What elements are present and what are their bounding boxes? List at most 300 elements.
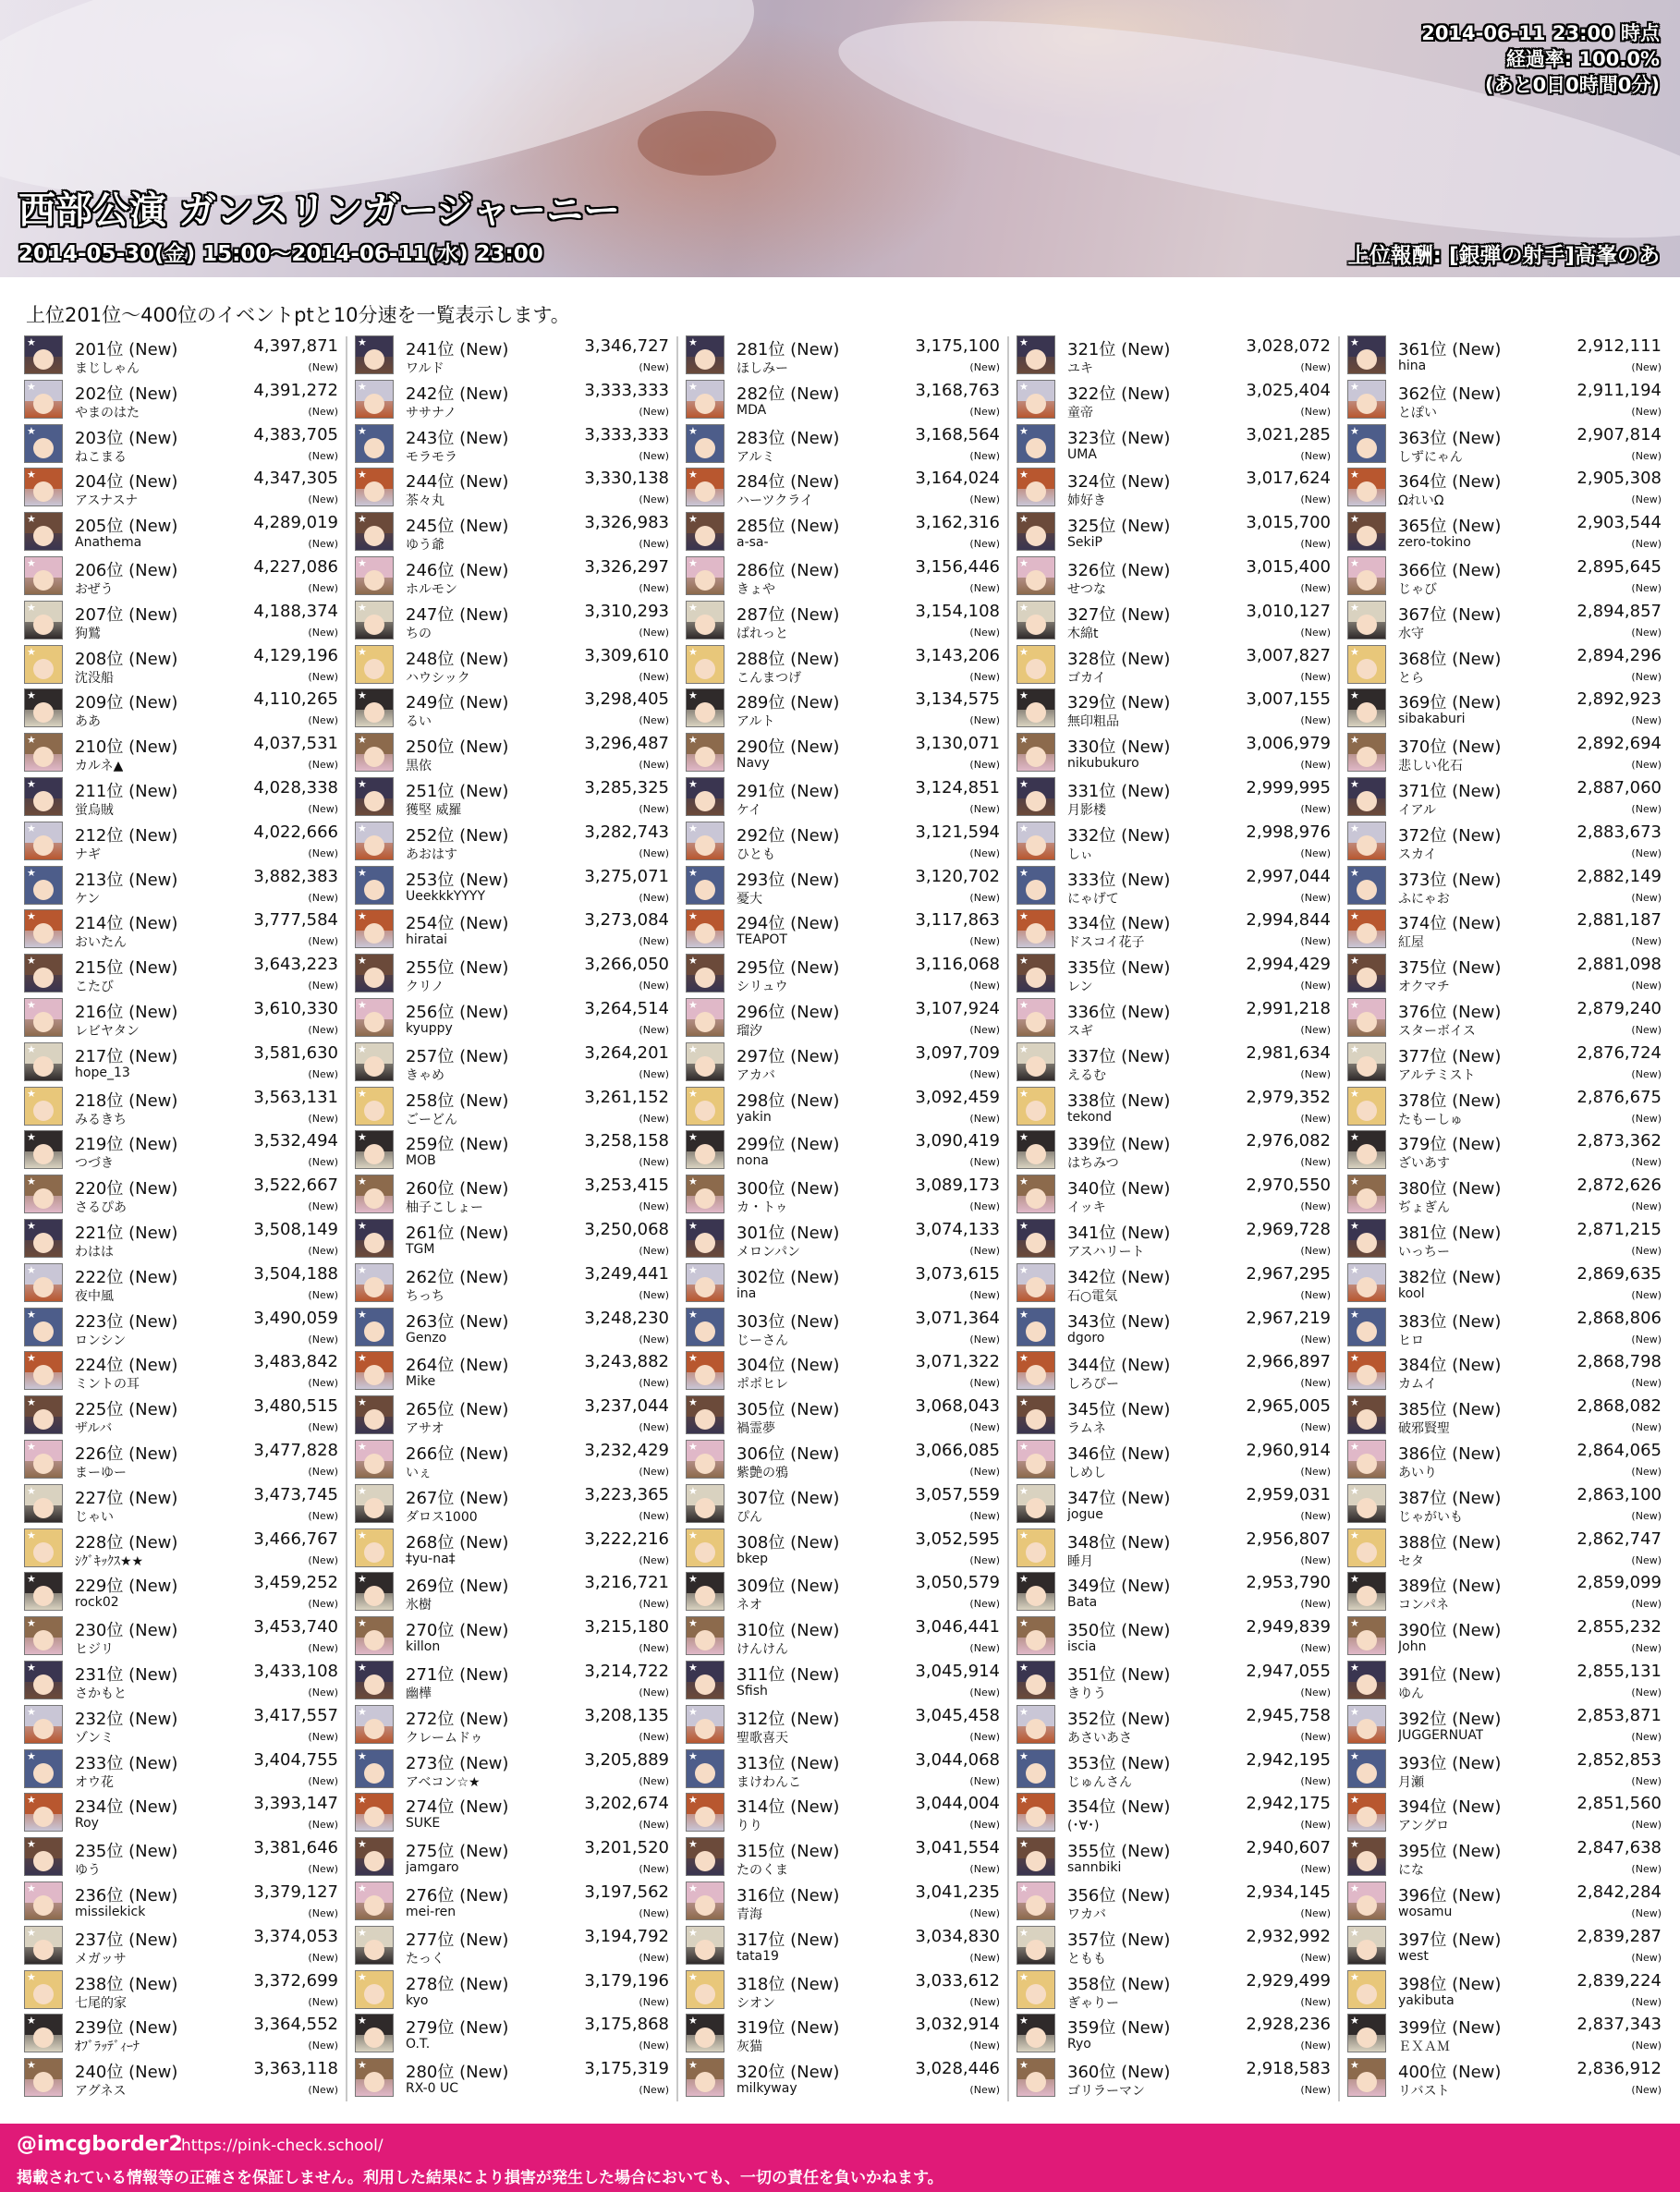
idol-avatar-icon: [355, 1881, 394, 1920]
rarity-star-icon: ★: [358, 689, 367, 702]
event-points: 2,945,758: [1246, 1705, 1331, 1725]
avatar-face: [364, 968, 384, 988]
ten-minute-speed: (New): [1300, 846, 1331, 859]
avatar-face: [364, 1895, 384, 1916]
header-banner: [0, 0, 1680, 277]
ranking-entry: [1347, 377, 1662, 421]
rank-label: 207位 (New): [75, 604, 178, 625]
rarity-star-icon: ★: [1350, 1528, 1359, 1541]
rarity-star-icon: ★: [1019, 1970, 1029, 1983]
rarity-star-icon: ★: [27, 1749, 36, 1762]
ranking-entry: [686, 642, 1000, 687]
ranking-entry: [24, 598, 338, 642]
event-points: 3,243,882: [584, 1352, 669, 1372]
ranking-entry: [355, 1084, 669, 1128]
event-points: 2,839,224: [1577, 1970, 1662, 1991]
rarity-star-icon: ★: [358, 1794, 367, 1807]
event-points: 3,021,285: [1246, 424, 1331, 444]
idol-avatar-icon: [1347, 424, 1386, 463]
producer-name: ヒロ: [1398, 1333, 1424, 1348]
ten-minute-speed: (New): [1631, 626, 1662, 639]
producer-name: ｵﾌﾞﾗｯﾃﾞｨｰﾅ: [75, 2040, 140, 2055]
ten-minute-speed: (New): [308, 1951, 338, 1964]
rarity-star-icon: ★: [27, 1087, 36, 1100]
ten-minute-speed: (New): [308, 1466, 338, 1478]
ten-minute-speed: (New): [969, 1819, 1000, 1832]
producer-name: sibakaburi: [1398, 712, 1466, 727]
avatar-face: [1357, 1144, 1377, 1164]
idol-avatar-icon: [1017, 335, 1055, 374]
ranking-entry: [1347, 1923, 1662, 1967]
event-points: 3,197,562: [584, 1882, 669, 1902]
producer-name: 獲堅 威羅: [406, 803, 462, 818]
ranking-entry: [24, 1127, 338, 1172]
rank-label: 275位 (New): [406, 1842, 509, 1862]
event-points: 2,871,215: [1577, 1220, 1662, 1239]
event-points: 3,041,235: [915, 1882, 1000, 1902]
idol-avatar-icon: [686, 1395, 724, 1434]
ten-minute-speed: (New): [639, 1024, 669, 1036]
idol-avatar-icon: [1347, 468, 1386, 506]
avatar-face: [1026, 1984, 1046, 2004]
ten-minute-speed: (New): [1631, 980, 1662, 992]
rank-label: 224位 (New): [75, 1356, 178, 1376]
event-points: 3,610,330: [253, 999, 338, 1018]
rank-label: 277位 (New): [406, 1930, 509, 1950]
producer-name: ササナノ: [406, 405, 457, 420]
event-points: 2,883,673: [1577, 822, 1662, 842]
idol-avatar-icon: [24, 424, 63, 463]
idol-avatar-icon: [1347, 1528, 1386, 1567]
event-points: 3,882,383: [253, 866, 338, 886]
ten-minute-speed: (New): [639, 759, 669, 772]
rank-label: 368位 (New): [1398, 649, 1502, 669]
avatar-face: [1357, 438, 1377, 458]
avatar-face: [695, 791, 715, 811]
avatar-face: [33, 791, 54, 811]
ranking-entry: [686, 377, 1000, 421]
rarity-star-icon: ★: [27, 2015, 36, 2028]
event-points: 3,326,983: [584, 513, 669, 533]
ranking-entry: [1017, 1260, 1331, 1305]
event-points: 4,028,338: [253, 778, 338, 798]
event-points: 4,347,305: [253, 469, 338, 489]
event-points: 2,929,499: [1246, 1970, 1331, 1991]
idol-avatar-icon: [686, 1042, 724, 1081]
ten-minute-speed: (New): [639, 980, 669, 992]
idol-avatar-icon: [1017, 1661, 1055, 1699]
avatar-face: [33, 1674, 54, 1695]
rank-label: 378位 (New): [1398, 1090, 1502, 1111]
event-points: 2,911,194: [1577, 380, 1662, 400]
rarity-star-icon: ★: [1350, 910, 1359, 923]
idol-avatar-icon: [686, 1616, 724, 1655]
ten-minute-speed: (New): [969, 1730, 1000, 1743]
ten-minute-speed: (New): [308, 1200, 338, 1213]
avatar-face: [695, 2028, 715, 2048]
event-points: 4,022,666: [253, 822, 338, 842]
idol-avatar-icon: [1347, 822, 1386, 860]
rank-label: 249位 (New): [406, 693, 509, 713]
avatar-face: [1026, 1895, 1046, 1916]
ten-minute-speed: (New): [308, 1067, 338, 1080]
idol-avatar-icon: [355, 468, 394, 506]
ranking-entry: [1017, 774, 1331, 819]
avatar-face: [695, 615, 715, 635]
idol-avatar-icon: [24, 1263, 63, 1302]
producer-name: たのくま: [737, 1863, 788, 1879]
idol-avatar-icon: [1017, 1528, 1055, 1567]
rank-label: 362位 (New): [1398, 384, 1502, 404]
avatar-face: [1357, 1233, 1377, 1253]
event-points: 2,876,675: [1577, 1087, 1662, 1107]
idol-avatar-icon: [1347, 733, 1386, 772]
ranking-entry: [1017, 1084, 1331, 1128]
producer-name: ラムネ: [1067, 1421, 1106, 1437]
producer-name: a-sa-: [737, 535, 769, 551]
avatar-face: [364, 702, 384, 723]
ten-minute-speed: (New): [1631, 1642, 1662, 1655]
producer-name: アグネス: [75, 2084, 127, 2100]
idol-avatar-icon: [1017, 512, 1055, 551]
rank-label: 301位 (New): [737, 1224, 840, 1243]
avatar-face: [695, 1454, 715, 1474]
idol-avatar-icon: [24, 1395, 63, 1434]
idol-avatar-icon: [1347, 601, 1386, 639]
rarity-star-icon: ★: [27, 1705, 36, 1718]
event-points: 3,563,131: [253, 1087, 338, 1107]
rank-label: 208位 (New): [75, 649, 178, 669]
ten-minute-speed: (New): [1631, 1774, 1662, 1787]
avatar-face: [1026, 1144, 1046, 1164]
rarity-star-icon: ★: [1350, 2015, 1359, 2028]
idol-avatar-icon: [686, 645, 724, 684]
avatar-face: [33, 1144, 54, 1164]
event-points: 2,894,296: [1577, 645, 1662, 665]
ten-minute-speed: (New): [969, 1598, 1000, 1611]
idol-avatar-icon: [1017, 380, 1055, 419]
producer-name: せつな: [1067, 582, 1106, 597]
avatar-face: [33, 1940, 54, 1960]
rank-label: 389位 (New): [1398, 1577, 1502, 1597]
ten-minute-speed: (New): [639, 891, 669, 904]
ten-minute-speed: (New): [969, 2040, 1000, 2052]
event-points: 3,258,158: [584, 1131, 669, 1151]
rank-label: 213位 (New): [75, 870, 178, 890]
event-points: 3,364,552: [253, 2015, 338, 2035]
ranking-entry: [1347, 598, 1662, 642]
event-points: 2,953,790: [1246, 1573, 1331, 1593]
idol-avatar-icon: [24, 601, 63, 639]
avatar-face: [1026, 394, 1046, 414]
idol-avatar-icon: [355, 1308, 394, 1346]
ten-minute-speed: (New): [1300, 405, 1331, 418]
avatar-face: [33, 1188, 54, 1209]
ten-minute-speed: (New): [1300, 582, 1331, 594]
idol-avatar-icon: [686, 1263, 724, 1302]
ranking-entry: [1347, 1172, 1662, 1216]
rarity-star-icon: ★: [27, 1263, 36, 1276]
producer-name: 月影楼: [1067, 803, 1106, 818]
ranking-entry: [686, 421, 1000, 466]
ten-minute-speed: (New): [1631, 1377, 1662, 1390]
rarity-star-icon: ★: [1019, 1749, 1029, 1762]
idol-avatar-icon: [1347, 335, 1386, 374]
rarity-star-icon: ★: [1019, 1131, 1029, 1144]
rarity-star-icon: ★: [358, 999, 367, 1011]
ten-minute-speed: (New): [639, 1642, 669, 1655]
producer-name: オウ花: [75, 1774, 114, 1790]
event-points: 3,068,043: [915, 1396, 1000, 1417]
producer-name: きょや: [737, 582, 775, 597]
event-points: 3,034,830: [915, 1926, 1000, 1946]
producer-name: ナギ: [75, 846, 101, 862]
producer-name: ゴカイ: [1067, 670, 1106, 686]
ten-minute-speed: (New): [1300, 2040, 1331, 2052]
rarity-star-icon: ★: [1350, 866, 1359, 879]
ten-minute-speed: (New): [308, 714, 338, 727]
avatar-face: [1357, 1498, 1377, 1518]
event-points: 2,981,634: [1246, 1042, 1331, 1063]
ranking-entry: [1347, 509, 1662, 554]
rarity-star-icon: ★: [27, 1396, 36, 1409]
ranking-entry: [686, 1260, 1000, 1305]
producer-name: 沈没船: [75, 670, 114, 686]
avatar-face: [1357, 1188, 1377, 1209]
ten-minute-speed: (New): [308, 405, 338, 418]
ten-minute-speed: (New): [969, 759, 1000, 772]
event-points: 3,393,147: [253, 1794, 338, 1814]
rank-label: 250位 (New): [406, 737, 509, 758]
ten-minute-speed: (New): [1631, 1598, 1662, 1611]
ranking-entry: [1017, 1216, 1331, 1260]
rarity-star-icon: ★: [358, 557, 367, 569]
avatar-face: [1357, 747, 1377, 767]
rarity-star-icon: ★: [358, 601, 367, 614]
ten-minute-speed: (New): [1300, 1863, 1331, 1876]
rank-label: 302位 (New): [737, 1267, 840, 1287]
rarity-star-icon: ★: [1350, 645, 1359, 658]
idol-avatar-icon: [24, 1970, 63, 2009]
producer-name: スギ: [1067, 1024, 1093, 1039]
ranking-entry: [24, 1084, 338, 1128]
event-points: 2,956,807: [1246, 1528, 1331, 1549]
producer-name: Ryo: [1067, 2037, 1091, 2052]
rank-label: 206位 (New): [75, 561, 178, 580]
ranking-entry: [355, 1747, 669, 1791]
producer-name: nikubukuro: [1067, 756, 1139, 772]
producer-name: ΩれいΩ: [1398, 493, 1444, 509]
ranking-entry: [1017, 1834, 1331, 1879]
event-points: 2,894,857: [1577, 601, 1662, 621]
avatar-face: [695, 2072, 715, 2092]
ranking-entry: [24, 509, 338, 554]
rank-label: 351位 (New): [1067, 1665, 1171, 1685]
rarity-star-icon: ★: [688, 1662, 698, 1674]
avatar-face: [1357, 1586, 1377, 1606]
ranking-entry: [24, 421, 338, 466]
ten-minute-speed: (New): [308, 1333, 338, 1346]
event-points: 3,156,446: [915, 557, 1000, 577]
avatar-face: [1357, 1542, 1377, 1563]
ranking-entry: [686, 951, 1000, 995]
producer-name: たっく: [406, 1951, 444, 1967]
producer-name: O.T.: [406, 2037, 431, 2052]
avatar-face: [364, 349, 384, 370]
avatar-face: [1026, 1233, 1046, 1253]
producer-name: kyuppy: [406, 1021, 453, 1036]
ten-minute-speed: (New): [969, 1907, 1000, 1919]
producer-name: クリノ: [406, 980, 444, 995]
event-points: 3,273,084: [584, 910, 669, 931]
ten-minute-speed: (New): [969, 1421, 1000, 1434]
idol-avatar-icon: [1347, 1926, 1386, 1965]
rank-label: 248位 (New): [406, 649, 509, 669]
producer-name: ねこまる: [75, 449, 127, 465]
rank-label: 204位 (New): [75, 472, 178, 493]
avatar-face: [695, 1012, 715, 1032]
idol-avatar-icon: [1017, 909, 1055, 948]
ranking-entry: [24, 1040, 338, 1084]
rarity-star-icon: ★: [1019, 1042, 1029, 1055]
avatar-face: [695, 1542, 715, 1563]
event-points: 3,480,515: [253, 1396, 338, 1417]
avatar-face: [33, 1056, 54, 1077]
producer-name: 紫艶の鴉: [737, 1466, 788, 1480]
avatar-face: [1026, 1542, 1046, 1563]
twitter-handle[interactable]: @imcgborder2: [17, 2133, 183, 2156]
producer-name: あおはす: [406, 846, 457, 862]
ten-minute-speed: (New): [1300, 935, 1331, 948]
ranking-entry: [686, 509, 1000, 554]
avatar-face: [1357, 923, 1377, 944]
event-points: 3,333,333: [584, 424, 669, 444]
producer-name: やまのはた: [75, 405, 140, 420]
producer-name: わはは: [75, 1245, 114, 1260]
rarity-star-icon: ★: [1019, 424, 1029, 437]
producer-name: ポポヒレ: [737, 1377, 788, 1393]
producer-name: mei-ren: [406, 1905, 457, 1919]
ranking-entry: [24, 1658, 338, 1702]
top-reward: 上位報酬: [銀弾の射手]高峯のあ: [1347, 244, 1660, 268]
producer-name: けんけん: [737, 1642, 788, 1658]
rank-label: 358位 (New): [1067, 1974, 1171, 1994]
ten-minute-speed: (New): [639, 1819, 669, 1832]
rank-label: 276位 (New): [406, 1886, 509, 1906]
producer-name: Genzo: [406, 1330, 447, 1346]
ranking-entry: [1017, 1790, 1331, 1834]
avatar-face: [1357, 526, 1377, 546]
event-points: 3,381,646: [253, 1838, 338, 1858]
idol-avatar-icon: [1347, 1395, 1386, 1434]
avatar-face: [695, 1763, 715, 1784]
event-points: 2,903,544: [1577, 513, 1662, 533]
producer-name: ｼｸﾞｷｯｸｽ★★: [75, 1553, 144, 1569]
ranking-entry: [355, 1923, 669, 1967]
producer-name: ドスコイ花子: [1067, 935, 1145, 951]
rank-label: 392位 (New): [1398, 1709, 1502, 1729]
ranking-entry: [1017, 377, 1331, 421]
idol-avatar-icon: [355, 1440, 394, 1479]
snapshot-time: 2014-06-11 23:00 時点: [1421, 22, 1660, 44]
ten-minute-speed: (New): [639, 582, 669, 594]
rank-label: 377位 (New): [1398, 1046, 1502, 1066]
avatar-face: [1026, 1188, 1046, 1209]
ranking-entry: [24, 951, 338, 995]
avatar-face: [33, 1233, 54, 1253]
avatar-face: [1357, 1277, 1377, 1297]
ten-minute-speed: (New): [639, 626, 669, 639]
producer-name: つづき: [75, 1156, 114, 1172]
ten-minute-speed: (New): [1300, 493, 1331, 506]
avatar-face: [695, 1630, 715, 1650]
idol-avatar-icon: [355, 1926, 394, 1965]
rarity-star-icon: ★: [27, 1042, 36, 1055]
rank-label: 241位 (New): [406, 340, 509, 359]
ten-minute-speed: (New): [1300, 1642, 1331, 1655]
ten-minute-speed: (New): [1631, 935, 1662, 948]
ten-minute-speed: (New): [1631, 538, 1662, 551]
rank-label: 209位 (New): [75, 693, 178, 713]
idol-avatar-icon: [355, 1616, 394, 1655]
site-link[interactable]: https://pink-check.school/: [181, 2137, 383, 2155]
rarity-star-icon: ★: [1019, 1220, 1029, 1232]
ranking-entry: [686, 1658, 1000, 1702]
rarity-star-icon: ★: [1019, 2015, 1029, 2028]
idol-avatar-icon: [686, 1881, 724, 1920]
idol-avatar-icon: [24, 335, 63, 374]
event-points: 2,970,550: [1246, 1175, 1331, 1196]
idol-avatar-icon: [686, 1130, 724, 1169]
event-points: 3,285,325: [584, 778, 669, 798]
ranking-entry: [686, 1305, 1000, 1349]
producer-name: 水守: [1398, 626, 1424, 641]
rank-label: 214位 (New): [75, 914, 178, 934]
avatar-face: [1026, 526, 1046, 546]
event-points: 3,208,135: [584, 1705, 669, 1725]
idol-avatar-icon: [686, 601, 724, 639]
rarity-star-icon: ★: [358, 645, 367, 658]
event-points: 3,459,252: [253, 1573, 338, 1593]
producer-name: 紅屋: [1398, 935, 1424, 951]
idol-avatar-icon: [1347, 1793, 1386, 1832]
ten-minute-speed: (New): [969, 405, 1000, 418]
rarity-star-icon: ★: [1350, 1484, 1359, 1497]
rank-label: 259位 (New): [406, 1135, 509, 1155]
rank-label: 312位 (New): [737, 1709, 840, 1729]
producer-name: ＥＸＡＭ: [1398, 2040, 1450, 2055]
ten-minute-speed: (New): [639, 1730, 669, 1743]
producer-name: MDA: [737, 402, 767, 418]
ten-minute-speed: (New): [1631, 1200, 1662, 1213]
avatar-face: [1357, 1851, 1377, 1871]
ranking-entry: [1017, 2055, 1331, 2100]
rarity-star-icon: ★: [27, 1528, 36, 1541]
producer-name: 姉好き: [1067, 493, 1106, 509]
ten-minute-speed: (New): [969, 1553, 1000, 1566]
rank-label: 253位 (New): [406, 870, 509, 890]
producer-name: じーさん: [737, 1333, 788, 1348]
ranking-entry: [1017, 333, 1331, 377]
avatar-face: [33, 835, 54, 856]
producer-name: ダロス1000: [406, 1509, 478, 1525]
event-points: 3,143,206: [915, 645, 1000, 665]
ranking-entry: [24, 863, 338, 907]
avatar-face: [1026, 438, 1046, 458]
event-points: 3,522,667: [253, 1175, 338, 1196]
rank-label: 260位 (New): [406, 1179, 509, 1200]
rarity-star-icon: ★: [688, 866, 698, 879]
